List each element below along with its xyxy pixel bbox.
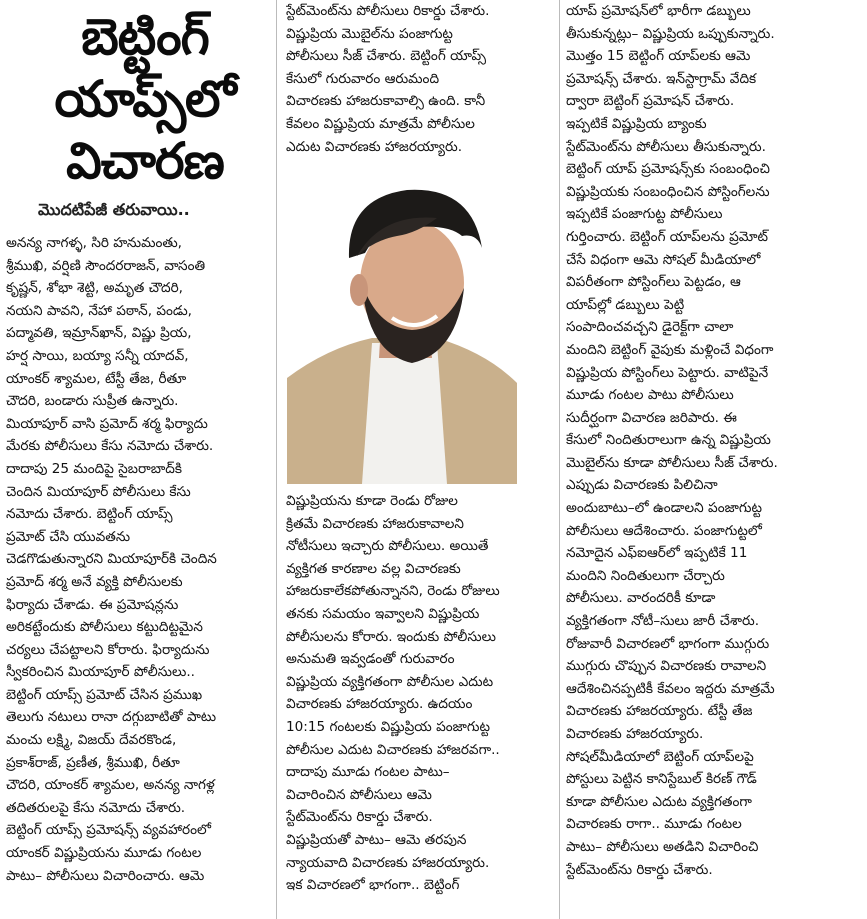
column-divider-2 [559,0,560,919]
article-column-1: అనన్య నాగళ్ళ, సిరి హనుమంతు, శ్రీముఖి, వర్షిణి సౌందరరాజన్, వాసంతి కృష్ణన్, శోభా శెట్టి, అమృత చౌదరి, నయని పావని, నేహా పఠాన్, పండు, పద్మావతి, ఇమ్రాన్‌ఖాన్, విష్ణు ప్రియ, హర్ష సాయి, బయ్యా సన్నీ యాదవ్, యాంకర్ శ్యామల, టేస్టీ తేజ, రీతూ చౌదరి, బండారు సుప్రీత ఉన్నారు. మియాపూర్ వాసి ప్రమోద్ శర్మ ఫిర్యాదు మేరకు పోలీసులు కేసు నమోదు చేశారు. దాదాపు 25 మందిపై సైబరాబాద్‌కి చెందిన మియాపూర్ పోలీసులు కేసు నమోదు చేశారు. బెట్టింగ్ యాప్స్ ప్రమోట్ చేసి యువతను చెడగొడుతున్నారని మియాపూర్‌కి చెందిన ప్రమోద్ శర్మ అనే వ్యక్తి పోలీసులకు ఫిర్యాదు చేశాడు. ఈ ప్రమోషన్లను అరికట్టేందుకు పోలీసులు కట్టుదిట్టమైన చర్యలు చేపట్టాలని కోరారు. ఫిర్యాదును స్వీకరించిన మియాపూర్ పోలీసులు.. బెట్టింగ్ యాప్స్ ప్రమోట్ చేసిన ప్రముఖ తెలుగు నటులు రానా దగ్గుబాటితో పాటు మంచు లక్ష్మి, విజయ్ దేవరకొండ, ప్రకాశ్‌రాజ్, ప్రణీత, శ్రీముఖి, రీతూ చౌదరి, యాంకర్ శ్యామల, అనన్య నాగళ్ల తదితరులపై కేసు నమోదు చేశారు. బెట్టింగ్ యాప్స్ ప్రమోషన్స్ వ్యవహారంలో యాంకర్ విష్ణుప్రియను మూడు గంటల పాటు– పోలీసులు విచారించారు. ఆమె [6,235,217,884]
continuation-kicker: మొదటిపేజీ తరువాయి.. [38,200,190,219]
portrait-photo [287,178,517,484]
headline-line-3: విచారణ [66,132,224,190]
article-column-2-bottom: విష్ణుప్రియను కూడా రెండు రోజుల క్రితమే విచారణకు హాజరుకావాలని నోటీసులు ఇచ్చారు పోలీసులు. అయితే వ్యక్తిగత కారణాల వల్ల విచారణకు హాజరుకాలేకపోతున్నానని, రెండు రోజులు తనకు సమయం ఇవ్వాలని విష్ణుప్రియ పోలీసులను కోరారు. ఇందుకు పోలీసులు అనుమతి ఇవ్వడంతో గురువారం విష్ణుప్రియ వ్యక్తిగతంగా పోలీసుల ఎదుట విచారణకు హాజరయ్యారు. ఉదయం 10:15 గంటలకు విష్ణుప్రియ పంజాగుట్ట పోలీసుల ఎదుట విచారణకు హాజరవగా.. దాదాపు మూడు గంటల పాటు– విచారించిన పోలీసులు ఆమె స్టేట్‌మెంట్‌ను రికార్డు చేశారు. విష్ణుప్రియతో పాటు– ఆమె తరపున న్యాయవాది విచారణకు హాజరయ్యారు. ఇక విచారణలో భాగంగా.. బెట్టింగ్ [286,493,500,894]
article-column-2-top: స్టేట్‌మెంట్‌ను పోలీసులు రికార్డు చేశారు. విష్ణుప్రియ మొబైల్‌ను పంజాగుట్ట పోలీసులు సీజ్ చేశారు. బెట్టింగ్ యాప్స్ కేసులో గురువారం ఆరుమంది విచారణకు హాజరుకావాల్సి ఉంది. కానీ కేవలం విష్ణుప్రియ మాత్రమే పోలీసుల ఎదుట విచారణకు హాజరయ్యారు. [286,3,490,155]
ear-shape [350,274,368,306]
headline-line-2: యాప్స్‌లో [54,70,236,128]
portrait-illustration [287,178,517,484]
article-column-3: యాప్ ప్రమోషన్‌లో భారీగా డబ్బులు తీసుకున్నట్లు– విష్ణుప్రియ ఒప్పుకున్నారు. మొత్తం 15 బెట్టింగ్ యాప్‌లకు ఆమె ప్రమోషన్స్ చేశారు. ఇన్‌స్టాగ్రామ్ వేదిక ద్వారా బెట్టింగ్ ప్రమోషన్ చేశారు. ఇప్పటికే విష్ణుప్రియ బ్యాంకు స్టేట్‌మెంట్‌ను పోలీసులు తీసుకున్నారు. బెట్టింగ్ యాప్ ప్రమోషన్స్‌కు సంబంధించి విష్ణుప్రియకు సంబంధించిన పోస్టింగ్‌లను ఇప్పటికే పంజాగుట్ట పోలీసులు గుర్తించారు. బెట్టింగ్ యాప్‌లను ప్రమోట్ చేసే విధంగా ఆమె సోషల్ మీడియాలో విపరీతంగా పోస్టింగ్‌లు పెట్టడం, ఆ యాప్‌ల్లో డబ్బులు పెట్టి సంపాదించవచ్చని డైరెక్ట్‌గా చాలా మందిని బెట్టింగ్ వైపుకు మళ్లించే విధంగా విష్ణుప్రియ పోస్టింగ్‌లు పెట్టారు. వాటిపైనే మూడు గంటల పాటు పోలీసులు సుదీర్ఘంగా విచారణ జరిపారు. ఈ కేసులో నిందితురాలుగా ఉన్న విష్ణుప్రియ మొబైల్‌ను కూడా పోలీసులు సీజ్ చేశారు. ఎప్పుడు విచారణకు పిలిచినా అందుబాటు–లో ఉండాలని పంజాగుట్ట పోలీసులు ఆదేశించారు. పంజాగుట్టలో నమోదైన ఎఫ్ఐఆర్‌లో ఇప్పటికే 11 మందిని నిందితులుగా చేర్చారు పోలీసులు. వారందరికీ కూడా వ్యక్తిగతంగా నోటీ–సులు జారీ చేశారు. రోజువారీ విచారణలో భాగంగా ముగ్గురు ముగ్గురు చొప్పున విచారణకు రావాలని ఆదేశించినప్పటికీ కేవలం ఇద్దరు మాత్రమే విచారణకు హాజరయ్యారు. టేస్టీ తేజ విచారణకు హాజరయ్యారు. సోషల్‌మీడియాలో బెట్టింగ్ యాప్‌లపై పోస్టులు పెట్టిన కానిస్టేబుల్ కిరణ్ గౌడ్ కూడా పోలీసుల ఎదుట వ్యక్తిగతంగా విచారణకు రాగా.. మూడు గంటల పాటు– పోలీసులు అతడిని విచారించి స్టేట్‌మెంట్‌ను రికార్డు చేశారు. [566,3,778,878]
column-divider-1 [276,0,277,919]
headline-line-1: బెట్టింగ్ [81,8,209,66]
shirt-shape [362,343,447,484]
headline [20,6,270,192]
